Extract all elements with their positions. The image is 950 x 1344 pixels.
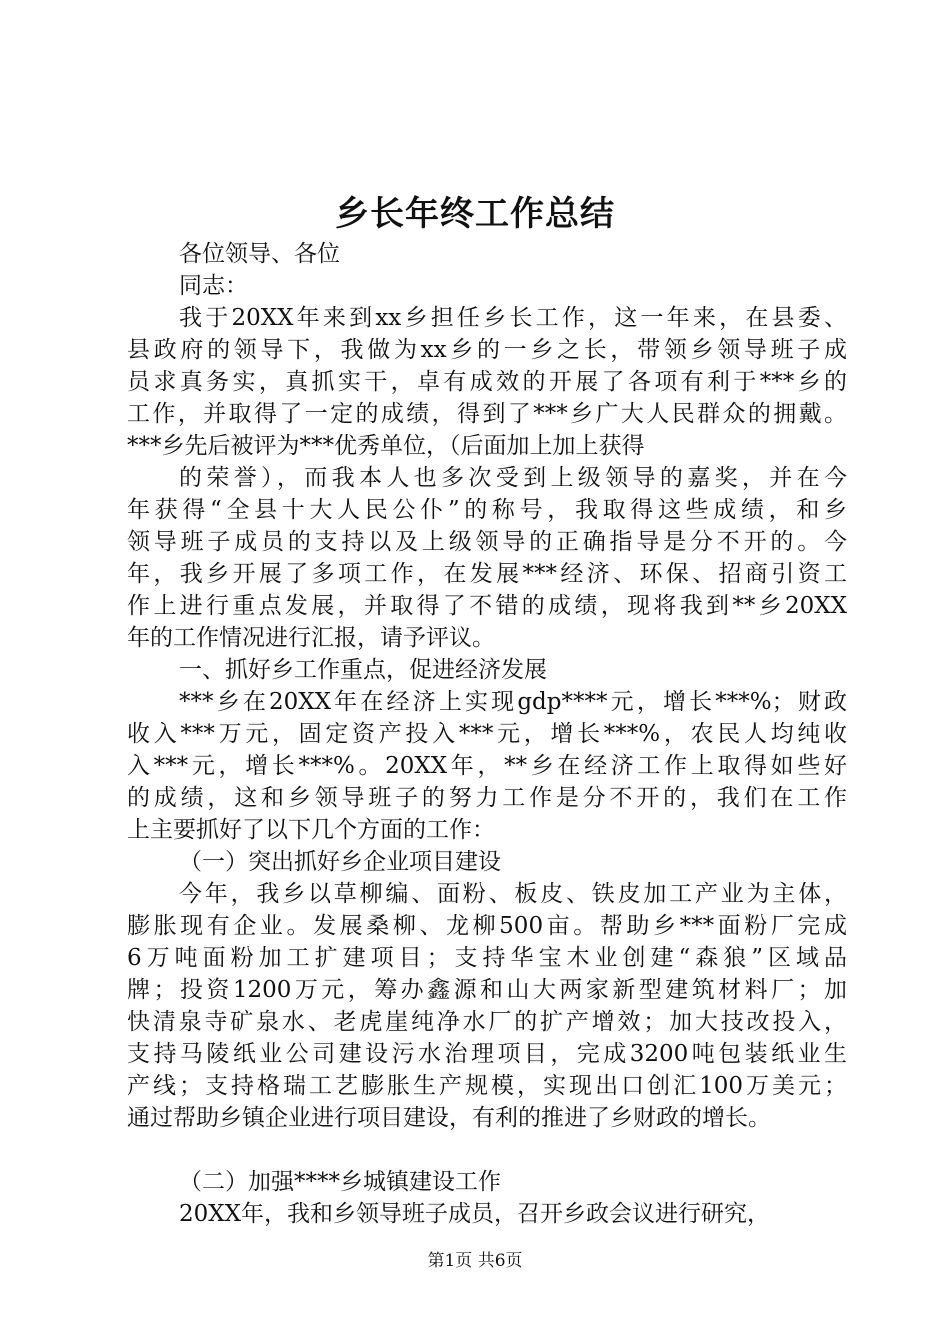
paragraph-line: ***乡在20XX年在经济上实现gdp****元，增长***%；财政	[179, 689, 847, 715]
paragraph-line: 领导班子成员的支持以及上级领导的正确指导是分不开的。今	[127, 529, 847, 555]
paragraph-line: 支持马陵纸业公司建设污水治理项目，完成3200吨包装纸业生	[127, 1041, 847, 1067]
paragraph-line: 县政府的领导下，我做为xx乡的一乡之长，带领乡领导班子成	[127, 337, 847, 363]
paragraph-line: 员求真务实，真抓实干，卓有成效的开展了各项有利于***乡的	[127, 369, 847, 395]
document-title: 乡长年终工作总结	[335, 194, 615, 234]
paragraph-line: 年获得“全县十大人民公仆”的称号，我取得这些成绩，和乡	[127, 497, 847, 523]
paragraph-line: 入***元，增长***%。20XX年，**乡在经济工作上取得如些好	[127, 753, 847, 779]
section-heading: 一、抓好乡工作重点，促进经济发展	[179, 657, 547, 683]
paragraph-line: ***乡先后被评为***优秀单位，（后面加上加上获得	[127, 433, 645, 459]
paragraph-line: 收入***万元，固定资产投入***元，增长***%，农民人均纯收	[127, 721, 847, 747]
paragraph-spacer	[127, 1134, 847, 1166]
subsection-heading: （二）加强****乡城镇建设工作	[179, 1169, 501, 1195]
paragraph-line: 牌；投资1200万元，筹办鑫源和山大两家新型建筑材料厂；加	[127, 977, 847, 1003]
paragraph-line: 我于20XX年来到xx乡担任乡长工作，这一年来，在县委、	[179, 305, 847, 331]
paragraph-line: 膨胀现有企业。发展桑柳、龙柳500亩。帮助乡***面粉厂完成	[127, 913, 847, 939]
paragraph-line: 上主要抓好了以下几个方面的工作：	[127, 817, 495, 843]
paragraph-line: 工作，并取得了一定的成绩，得到了***乡广大人民群众的拥戴。	[127, 401, 847, 427]
paragraph-line: 作上进行重点发展，并取得了不错的成绩，现将我到**乡20XX	[127, 593, 847, 619]
paragraph-line: 年，我乡开展了多项工作，在发展***经济、环保、招商引资工	[127, 561, 847, 587]
paragraph-line: 产线；支持格瑞工艺膨胀生产规模，实现出口创汇100万美元；	[127, 1073, 847, 1099]
paragraph-line: 今年，我乡以草柳编、面粉、板皮、铁皮加工产业为主体，	[179, 881, 847, 907]
paragraph-line: 的成绩，这和乡领导班子的努力工作是分不开的，我们在工作	[127, 785, 847, 811]
document-body	[127, 238, 847, 1230]
salutation-line: 同志：	[179, 273, 248, 299]
paragraph-line: 快清泉寺矿泉水、老虎崖纯净水厂的扩产增效；加大技改投入，	[127, 1009, 847, 1035]
paragraph-line: 通过帮助乡镇企业进行项目建设，有利的推进了乡财政的增长。	[127, 1105, 771, 1131]
subsection-heading: （一）突出抓好乡企业项目建设	[179, 849, 501, 875]
page-footer: 第1页 共6页	[427, 1251, 523, 1271]
paragraph-line: 6万吨面粉加工扩建项目；支持华宝木业创建“森狼”区域品	[127, 945, 847, 971]
salutation-line: 各位领导、各位	[179, 241, 340, 267]
paragraph-line: 的荣誉），而我本人也多次受到上级领导的嘉奖，并在今	[179, 465, 847, 491]
paragraph-line: 年的工作情况进行汇报，请予评议。	[127, 625, 495, 651]
paragraph-line: 20XX年，我和乡领导班子成员，召开乡政会议进行研究，	[179, 1201, 771, 1227]
